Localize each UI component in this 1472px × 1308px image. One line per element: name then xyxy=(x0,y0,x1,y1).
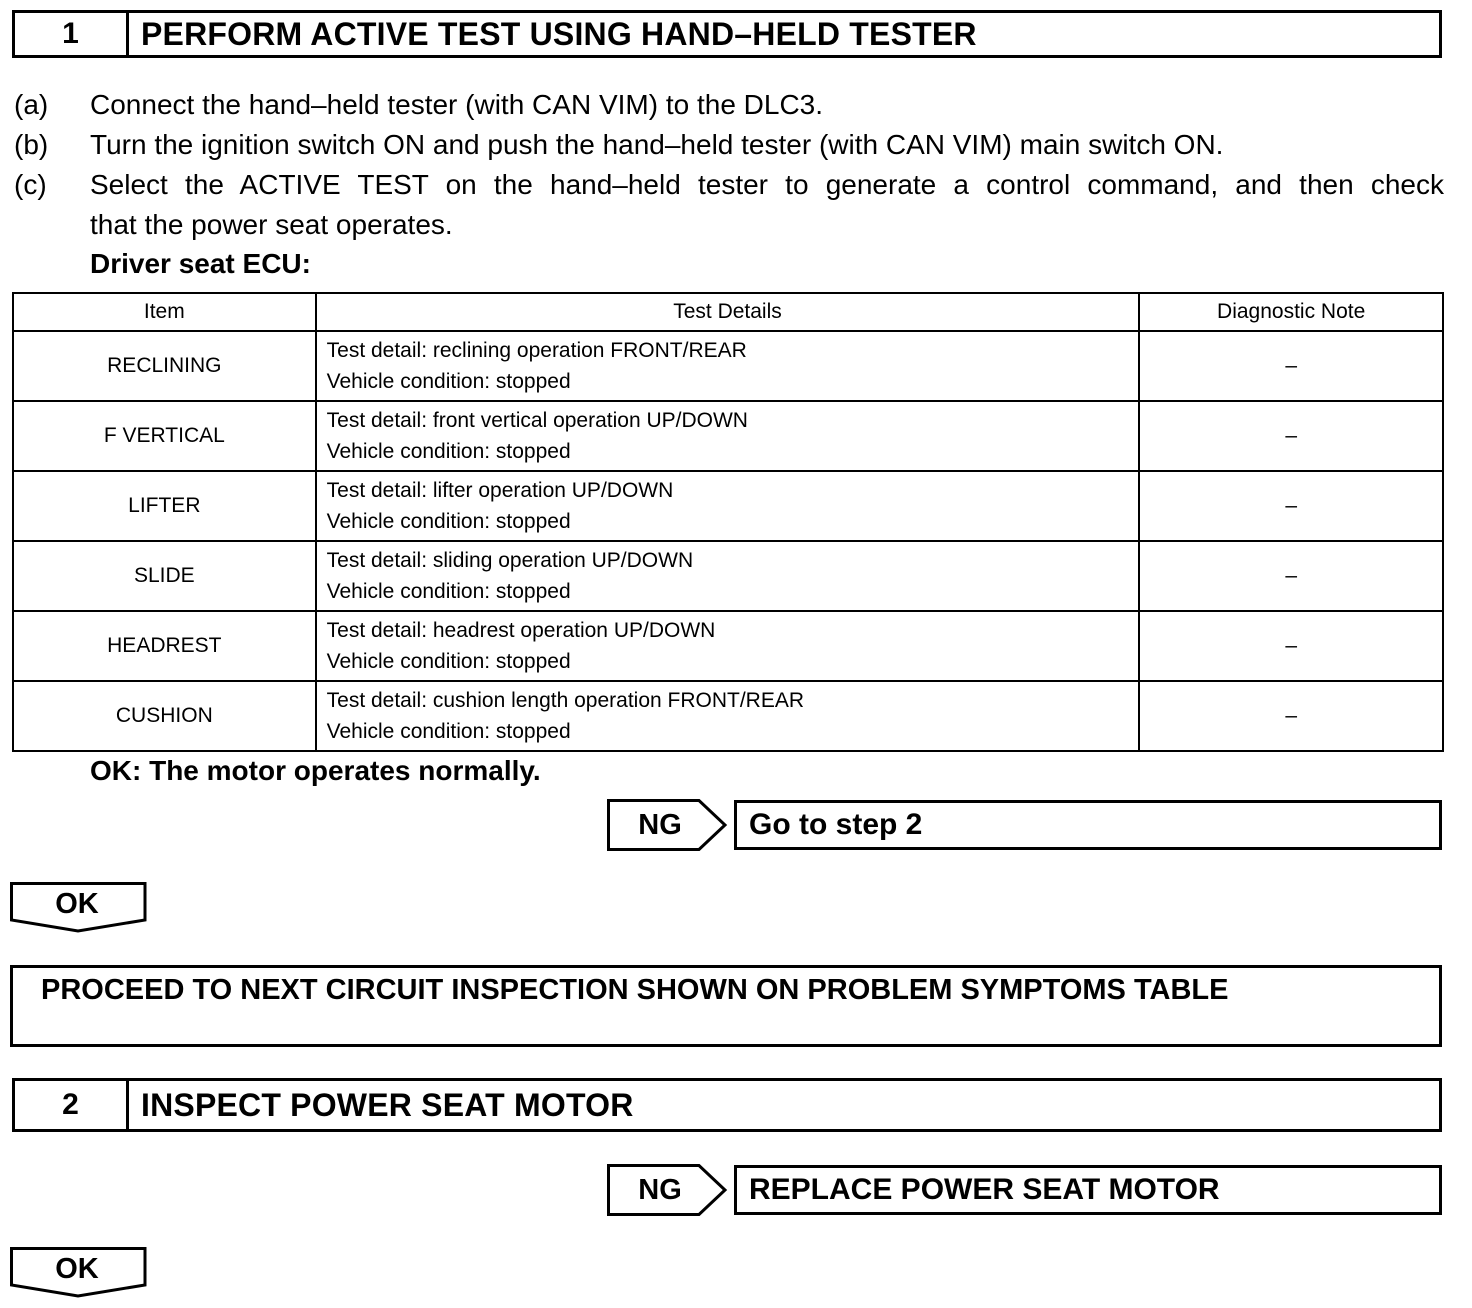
cell-item: CUSHION xyxy=(13,681,316,751)
table-heading: Driver seat ECU: xyxy=(90,248,311,279)
vehicle-condition-text: Vehicle condition: stopped xyxy=(326,720,571,743)
step-title: PERFORM ACTIVE TEST USING HAND–HELD TESTER xyxy=(141,15,977,52)
table-row xyxy=(13,331,1443,401)
ok-branch-2 xyxy=(10,1247,148,1299)
ng-result-go-to-step-2: Go to step 2 xyxy=(734,800,1442,850)
instruction-label: (b) xyxy=(14,129,49,160)
table-row xyxy=(13,401,1443,471)
instruction-text: Select the ACTIVE TEST on the hand–held tester to generate a control command, and then check xyxy=(90,169,1444,200)
cell-test-details xyxy=(316,681,1140,751)
column-header-diagnostic-note: Diagnostic Note xyxy=(1139,293,1443,331)
ok-branch-1 xyxy=(10,882,148,934)
ng-result-replace-motor: REPLACE POWER SEAT MOTOR xyxy=(734,1165,1442,1215)
step-number: 1 xyxy=(15,13,129,55)
active-test-table xyxy=(12,292,1444,752)
ng-branch-1 xyxy=(607,799,729,851)
test-detail-text: Test detail: front vertical operation UP/DOWN xyxy=(326,409,748,432)
test-detail-text: Test detail: lifter operation UP/DOWN xyxy=(326,479,674,502)
instruction-text: Connect the hand–held tester (with CAN VIM) to the DLC3. xyxy=(90,89,824,120)
vehicle-condition-text: Vehicle condition: stopped xyxy=(326,370,571,393)
table-header-row xyxy=(13,293,1443,331)
instruction-item xyxy=(14,85,1444,125)
ok-statement: OK: The motor operates normally. xyxy=(90,755,541,786)
cell-diagnostic-note: – xyxy=(1139,401,1443,471)
vehicle-condition-text: Vehicle condition: stopped xyxy=(326,580,571,603)
cell-item: F VERTICAL xyxy=(13,401,316,471)
table-row xyxy=(13,681,1443,751)
ok-label: OK xyxy=(55,888,99,920)
column-header-item: Item xyxy=(13,293,316,331)
step-1-header xyxy=(12,10,1442,58)
vehicle-condition-text: Vehicle condition: stopped xyxy=(326,650,571,673)
step-2-header xyxy=(12,1078,1442,1132)
instruction-item xyxy=(14,165,1444,205)
instruction-label: (c) xyxy=(14,169,47,200)
instruction-label: (a) xyxy=(14,89,49,120)
instruction-list xyxy=(14,85,1444,245)
instruction-item xyxy=(14,125,1444,165)
instruction-text: that the power seat operates. xyxy=(90,209,453,240)
proceed-box: PROCEED TO NEXT CIRCUIT INSPECTION SHOWN ON PROBLEM SYMPTOMS TABLE xyxy=(10,965,1442,1047)
cell-test-details xyxy=(316,471,1140,541)
cell-diagnostic-note: – xyxy=(1139,681,1443,751)
cell-diagnostic-note: – xyxy=(1139,331,1443,401)
column-header-test-details: Test Details xyxy=(316,293,1140,331)
table-row xyxy=(13,471,1443,541)
table-row xyxy=(13,611,1443,681)
cell-test-details xyxy=(316,331,1140,401)
test-detail-text: Test detail: headrest operation UP/DOWN xyxy=(326,619,716,642)
cell-item: HEADREST xyxy=(13,611,316,681)
instruction-text: Turn the ignition switch ON and push the hand–held tester (with CAN VIM) main switch ON. xyxy=(90,129,1224,160)
cell-test-details xyxy=(316,541,1140,611)
cell-diagnostic-note: – xyxy=(1139,611,1443,681)
instruction-item-continued xyxy=(14,205,1444,245)
vehicle-condition-text: Vehicle condition: stopped xyxy=(326,510,571,533)
step-number: 2 xyxy=(15,1081,129,1129)
test-detail-text: Test detail: cushion length operation FRONT/REAR xyxy=(326,689,805,712)
cell-item: SLIDE xyxy=(13,541,316,611)
ng-label: NG xyxy=(638,1173,682,1206)
cell-item: RECLINING xyxy=(13,331,316,401)
cell-test-details xyxy=(316,401,1140,471)
cell-item: LIFTER xyxy=(13,471,316,541)
step-title: INSPECT POWER SEAT MOTOR xyxy=(141,1086,634,1123)
cell-diagnostic-note: – xyxy=(1139,471,1443,541)
cell-diagnostic-note: – xyxy=(1139,541,1443,611)
vehicle-condition-text: Vehicle condition: stopped xyxy=(326,440,571,463)
test-detail-text: Test detail: sliding operation UP/DOWN xyxy=(326,549,694,572)
ng-label: NG xyxy=(638,808,682,841)
test-detail-text: Test detail: reclining operation FRONT/REAR xyxy=(326,339,747,362)
ok-label: OK xyxy=(55,1253,99,1285)
cell-test-details xyxy=(316,611,1140,681)
table-row xyxy=(13,541,1443,611)
ng-branch-2 xyxy=(607,1164,729,1216)
